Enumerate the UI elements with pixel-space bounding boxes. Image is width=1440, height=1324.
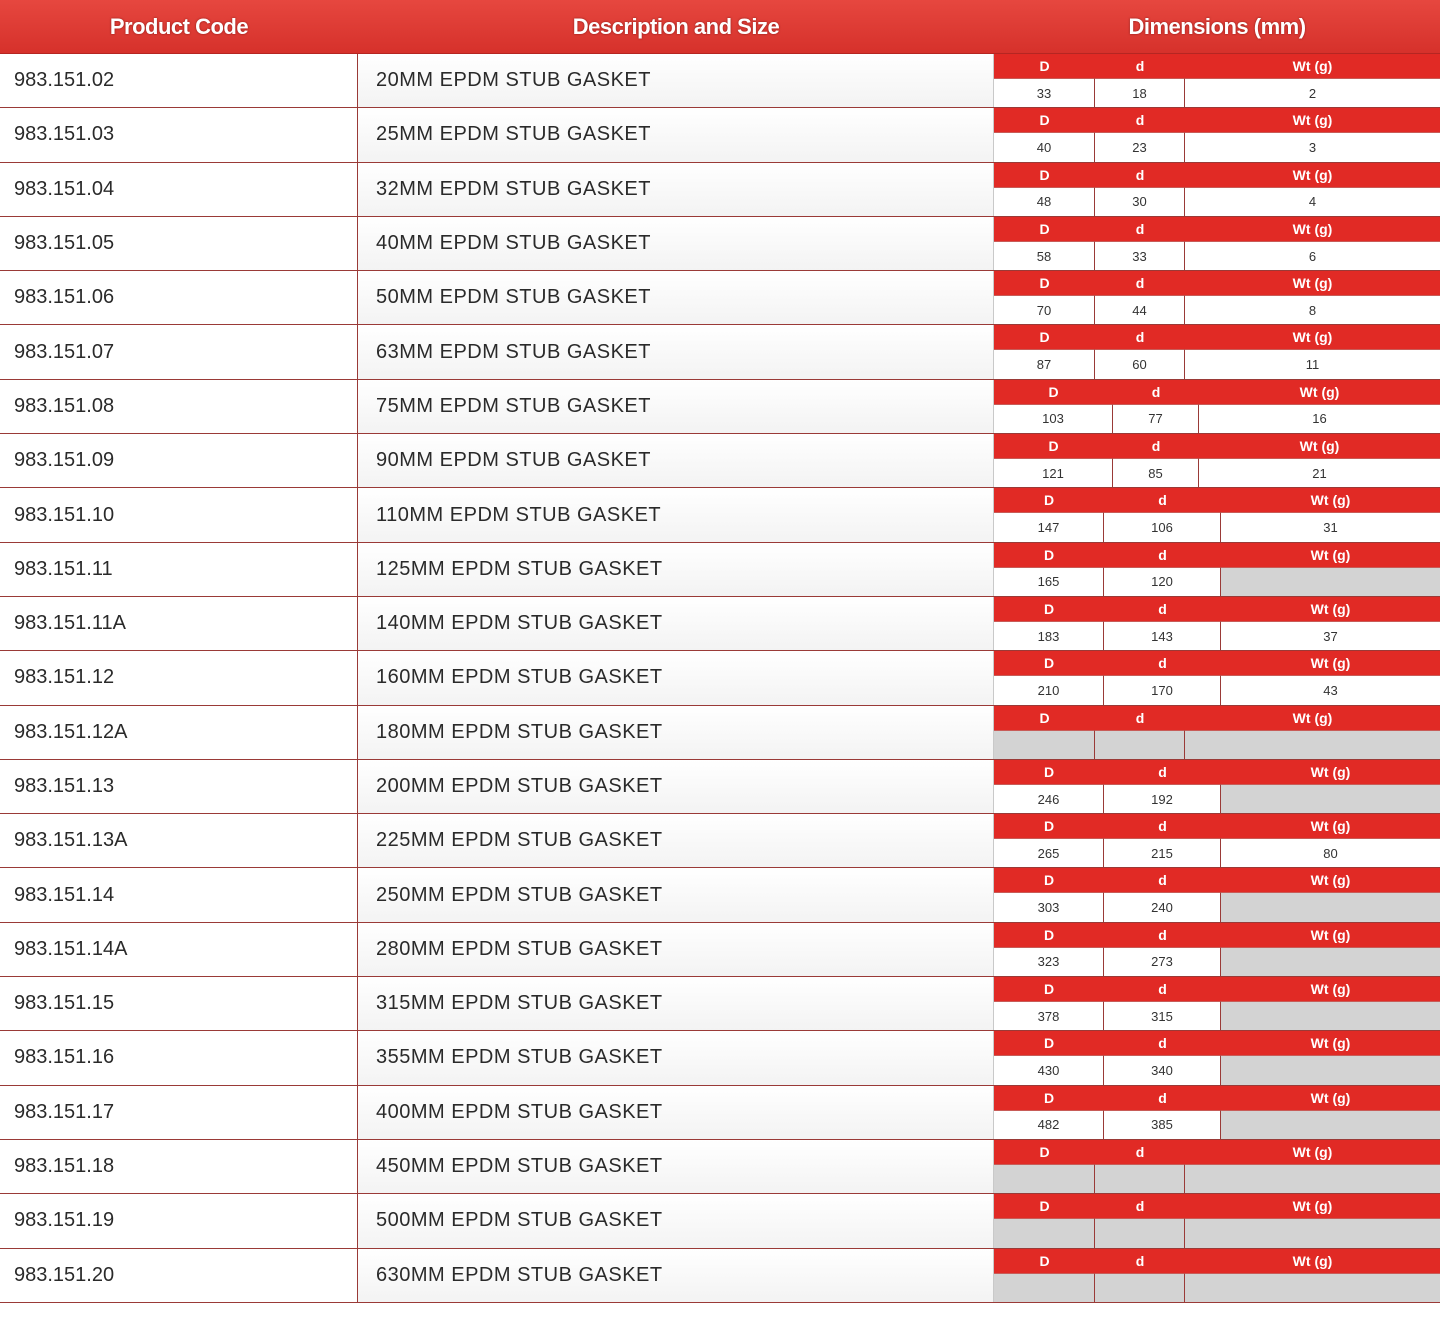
dim-label-weight: Wt (g) <box>1299 438 1340 455</box>
dim-label-inner-diameter: d <box>1135 112 1145 129</box>
dim-label-weight: Wt (g) <box>1310 872 1351 889</box>
description-cell: 315MM EPDM STUB GASKET <box>358 977 994 1030</box>
dim-label-weight: Wt (g) <box>1292 275 1333 292</box>
inner-diameter-value: 60 <box>1095 349 1185 378</box>
inner-diameter-value: 23 <box>1095 132 1185 161</box>
dim-label-weight: Wt (g) <box>1310 600 1351 617</box>
product-code-cell: 983.151.04 <box>0 163 358 216</box>
dimensions-values <box>994 621 1440 650</box>
outer-diameter-value <box>994 1218 1095 1247</box>
dimensions-subheader <box>994 271 1440 295</box>
dimensions-values <box>994 1273 1440 1302</box>
inner-diameter-value: 44 <box>1095 295 1185 324</box>
dimensions-cell <box>994 543 1440 596</box>
dimensions-cell <box>994 1086 1440 1139</box>
dimensions-subheader <box>994 977 1440 1001</box>
dimensions-values <box>994 947 1440 976</box>
inner-diameter-value: 30 <box>1095 187 1185 216</box>
description-cell: 75MM EPDM STUB GASKET <box>358 380 994 433</box>
table-row <box>0 163 1440 217</box>
table-row <box>0 1249 1440 1303</box>
dim-label-outer-diameter: D <box>1039 1198 1050 1215</box>
dimensions-values <box>994 349 1440 378</box>
description-cell: 50MM EPDM STUB GASKET <box>358 271 994 324</box>
inner-diameter-value: 240 <box>1104 892 1221 921</box>
dim-label-weight: Wt (g) <box>1292 1252 1333 1269</box>
description-cell: 20MM EPDM STUB GASKET <box>358 54 994 107</box>
dimensions-values <box>994 1055 1440 1084</box>
dim-label-inner-diameter: d <box>1135 220 1145 237</box>
dimensions-values <box>994 512 1440 541</box>
table-body <box>0 54 1440 1303</box>
outer-diameter-value: 87 <box>994 349 1095 378</box>
dim-label-weight: Wt (g) <box>1292 1198 1333 1215</box>
dim-label-inner-diameter: d <box>1135 166 1145 183</box>
product-code-cell: 983.151.06 <box>0 271 358 324</box>
table-row <box>0 488 1440 542</box>
product-code-cell: 983.151.17 <box>0 1086 358 1139</box>
dim-label-inner-diameter: d <box>1158 1089 1167 1106</box>
dim-label-weight: Wt (g) <box>1310 492 1351 509</box>
dim-label-outer-diameter: D <box>1039 1143 1050 1160</box>
weight-value <box>1221 1001 1440 1030</box>
dimensions-values <box>994 1001 1440 1030</box>
outer-diameter-value: 33 <box>994 78 1095 107</box>
dim-label-weight: Wt (g) <box>1310 546 1351 563</box>
weight-value: 16 <box>1199 404 1440 433</box>
inner-diameter-value: 170 <box>1104 675 1221 704</box>
dim-label-weight: Wt (g) <box>1310 763 1351 780</box>
outer-diameter-value: 430 <box>994 1055 1104 1084</box>
inner-diameter-value <box>1095 1218 1185 1247</box>
description-cell: 355MM EPDM STUB GASKET <box>358 1031 994 1084</box>
outer-diameter-value <box>994 1164 1095 1193</box>
product-code-cell: 983.151.12A <box>0 706 358 759</box>
description-cell: 40MM EPDM STUB GASKET <box>358 217 994 270</box>
outer-diameter-value: 378 <box>994 1001 1104 1030</box>
inner-diameter-value: 85 <box>1113 458 1199 487</box>
dimensions-subheader <box>994 543 1440 567</box>
dimensions-cell <box>994 54 1440 107</box>
dim-label-inner-diameter: d <box>1158 981 1167 998</box>
product-code-cell: 983.151.02 <box>0 54 358 107</box>
dim-label-inner-diameter: d <box>1158 655 1167 672</box>
description-cell: 125MM EPDM STUB GASKET <box>358 543 994 596</box>
dimensions-values <box>994 132 1440 161</box>
description-cell: 110MM EPDM STUB GASKET <box>358 488 994 541</box>
description-cell: 32MM EPDM STUB GASKET <box>358 163 994 216</box>
dimensions-cell <box>994 163 1440 216</box>
table-row <box>0 597 1440 651</box>
weight-value <box>1185 1218 1440 1247</box>
product-code-cell: 983.151.16 <box>0 1031 358 1084</box>
dimensions-subheader <box>994 1031 1440 1055</box>
product-code-cell: 983.151.05 <box>0 217 358 270</box>
weight-value: 8 <box>1185 295 1440 324</box>
dim-label-outer-diameter: D <box>1039 329 1050 346</box>
dimensions-values <box>994 730 1440 759</box>
weight-value <box>1185 730 1440 759</box>
dim-label-outer-diameter: D <box>1043 655 1055 672</box>
dim-label-weight: Wt (g) <box>1292 329 1333 346</box>
dimensions-subheader <box>994 706 1440 730</box>
inner-diameter-value: 18 <box>1095 78 1185 107</box>
dim-label-weight: Wt (g) <box>1310 1089 1351 1106</box>
dimensions-cell <box>994 977 1440 1030</box>
dimensions-cell <box>994 488 1440 541</box>
dimensions-cell <box>994 1031 1440 1084</box>
weight-value: 43 <box>1221 675 1440 704</box>
dimensions-values <box>994 892 1440 921</box>
dimensions-cell <box>994 597 1440 650</box>
dim-label-inner-diameter: d <box>1135 275 1145 292</box>
table-row <box>0 1031 1440 1085</box>
product-code-cell: 983.151.13 <box>0 760 358 813</box>
product-code-cell: 983.151.11A <box>0 597 358 650</box>
dim-label-inner-diameter: d <box>1158 600 1167 617</box>
product-code-cell: 983.151.07 <box>0 325 358 378</box>
dimensions-cell <box>994 706 1440 759</box>
outer-diameter-value: 103 <box>994 404 1113 433</box>
dim-label-inner-diameter: d <box>1158 872 1167 889</box>
weight-value: 80 <box>1221 838 1440 867</box>
weight-value <box>1221 1110 1440 1139</box>
dim-label-inner-diameter: d <box>1151 438 1161 455</box>
table-row <box>0 814 1440 868</box>
dimensions-subheader <box>994 1194 1440 1218</box>
inner-diameter-value <box>1095 730 1185 759</box>
table-row <box>0 706 1440 760</box>
dim-label-inner-diameter: d <box>1135 709 1145 726</box>
dim-label-outer-diameter: D <box>1043 763 1055 780</box>
dim-label-outer-diameter: D <box>1039 166 1050 183</box>
dimensions-subheader <box>994 325 1440 349</box>
product-code-cell: 983.151.10 <box>0 488 358 541</box>
outer-diameter-value: 58 <box>994 241 1095 270</box>
description-cell: 250MM EPDM STUB GASKET <box>358 868 994 921</box>
dim-label-weight: Wt (g) <box>1292 709 1333 726</box>
weight-value <box>1221 1055 1440 1084</box>
weight-value <box>1221 567 1440 596</box>
dimensions-values <box>994 241 1440 270</box>
table-row <box>0 434 1440 488</box>
dim-label-outer-diameter: D <box>1043 600 1055 617</box>
dimensions-values <box>994 838 1440 867</box>
product-code-cell: 983.151.09 <box>0 434 358 487</box>
dimensions-cell <box>994 1140 1440 1193</box>
description-cell: 225MM EPDM STUB GASKET <box>358 814 994 867</box>
dim-label-outer-diameter: D <box>1039 220 1050 237</box>
dim-label-weight: Wt (g) <box>1292 220 1333 237</box>
description-cell: 140MM EPDM STUB GASKET <box>358 597 994 650</box>
inner-diameter-value: 77 <box>1113 404 1199 433</box>
dim-label-outer-diameter: D <box>1043 546 1055 563</box>
outer-diameter-value <box>994 730 1095 759</box>
dimensions-cell <box>994 380 1440 433</box>
table-row <box>0 54 1440 108</box>
dim-label-inner-diameter: d <box>1158 1035 1167 1052</box>
dimensions-subheader <box>994 651 1440 675</box>
dim-label-weight: Wt (g) <box>1310 981 1351 998</box>
dimensions-subheader <box>994 814 1440 838</box>
dimensions-subheader <box>994 597 1440 621</box>
dimensions-subheader <box>994 1249 1440 1273</box>
inner-diameter-value: 340 <box>1104 1055 1221 1084</box>
dim-label-inner-diameter: d <box>1135 58 1145 74</box>
dimensions-values <box>994 404 1440 433</box>
dimensions-cell <box>994 651 1440 704</box>
weight-value: 4 <box>1185 187 1440 216</box>
dimensions-subheader <box>994 163 1440 187</box>
dimensions-cell <box>994 325 1440 378</box>
dim-label-inner-diameter: d <box>1135 1252 1145 1269</box>
dim-label-outer-diameter: D <box>1043 818 1055 835</box>
description-cell: 25MM EPDM STUB GASKET <box>358 108 994 161</box>
product-code-cell: 983.151.18 <box>0 1140 358 1193</box>
header-product-code: Product Code <box>109 13 249 39</box>
dim-label-outer-diameter: D <box>1043 1035 1055 1052</box>
dimensions-cell <box>994 271 1440 324</box>
inner-diameter-value: 120 <box>1104 567 1221 596</box>
weight-value <box>1185 1164 1440 1193</box>
dim-label-inner-diameter: d <box>1158 926 1167 943</box>
dim-label-outer-diameter: D <box>1039 709 1050 726</box>
dim-label-weight: Wt (g) <box>1299 383 1340 400</box>
dim-label-weight: Wt (g) <box>1310 655 1351 672</box>
weight-value: 37 <box>1221 621 1440 650</box>
inner-diameter-value: 192 <box>1104 784 1221 813</box>
inner-diameter-value: 273 <box>1104 947 1221 976</box>
dim-label-outer-diameter: D <box>1043 1089 1055 1106</box>
table-row <box>0 271 1440 325</box>
dim-label-inner-diameter: d <box>1135 1198 1145 1215</box>
dimensions-subheader <box>994 1140 1440 1164</box>
table-header <box>0 0 1440 54</box>
description-cell: 63MM EPDM STUB GASKET <box>358 325 994 378</box>
product-code-cell: 983.151.12 <box>0 651 358 704</box>
weight-value <box>1221 947 1440 976</box>
product-code-cell: 983.151.03 <box>0 108 358 161</box>
dim-label-inner-diameter: d <box>1158 492 1167 509</box>
dim-label-inner-diameter: d <box>1158 763 1167 780</box>
dimensions-values <box>994 458 1440 487</box>
inner-diameter-value: 33 <box>1095 241 1185 270</box>
dimensions-cell <box>994 868 1440 921</box>
outer-diameter-value: 246 <box>994 784 1104 813</box>
dim-label-outer-diameter: D <box>1048 438 1059 455</box>
inner-diameter-value: 143 <box>1104 621 1221 650</box>
outer-diameter-value: 210 <box>994 675 1104 704</box>
table-row <box>0 1194 1440 1248</box>
dimensions-values <box>994 295 1440 324</box>
dim-label-weight: Wt (g) <box>1292 112 1333 129</box>
dimensions-cell <box>994 1194 1440 1247</box>
table-row <box>0 380 1440 434</box>
dim-label-outer-diameter: D <box>1043 492 1055 509</box>
dimensions-subheader <box>994 1086 1440 1110</box>
dimensions-values <box>994 675 1440 704</box>
description-cell: 180MM EPDM STUB GASKET <box>358 706 994 759</box>
dimensions-values <box>994 187 1440 216</box>
dim-label-outer-diameter: D <box>1039 1252 1050 1269</box>
dimensions-subheader <box>994 217 1440 241</box>
description-cell: 400MM EPDM STUB GASKET <box>358 1086 994 1139</box>
table-row <box>0 543 1440 597</box>
outer-diameter-value: 303 <box>994 892 1104 921</box>
product-code-cell: 983.151.14 <box>0 868 358 921</box>
inner-diameter-value <box>1095 1273 1185 1302</box>
weight-value: 2 <box>1185 78 1440 107</box>
dimensions-subheader <box>994 760 1440 784</box>
inner-diameter-value: 385 <box>1104 1110 1221 1139</box>
dim-label-outer-diameter: D <box>1048 383 1059 400</box>
dim-label-weight: Wt (g) <box>1310 926 1351 943</box>
dim-label-outer-diameter: D <box>1043 981 1055 998</box>
dimensions-cell <box>994 814 1440 867</box>
dimensions-cell <box>994 217 1440 270</box>
dimensions-values <box>994 1164 1440 1193</box>
table-row <box>0 217 1440 271</box>
table-row <box>0 1140 1440 1194</box>
outer-diameter-value: 48 <box>994 187 1095 216</box>
header-dimensions: Dimensions (mm) <box>1128 13 1306 39</box>
dim-label-weight: Wt (g) <box>1310 818 1351 835</box>
dim-label-weight: Wt (g) <box>1292 166 1333 183</box>
outer-diameter-value: 165 <box>994 567 1104 596</box>
header-description: Description and Size <box>572 13 780 39</box>
dimensions-subheader <box>994 380 1440 404</box>
dim-label-weight: Wt (g) <box>1292 1143 1333 1160</box>
outer-diameter-value: 323 <box>994 947 1104 976</box>
outer-diameter-value: 121 <box>994 458 1113 487</box>
dim-label-inner-diameter: d <box>1158 818 1167 835</box>
dimensions-cell <box>994 108 1440 161</box>
table-row <box>0 868 1440 922</box>
dimensions-subheader <box>994 488 1440 512</box>
product-code-cell: 983.151.20 <box>0 1249 358 1302</box>
table-row <box>0 977 1440 1031</box>
description-cell: 280MM EPDM STUB GASKET <box>358 923 994 976</box>
outer-diameter-value <box>994 1273 1095 1302</box>
dim-label-weight: Wt (g) <box>1310 1035 1351 1052</box>
weight-value: 21 <box>1199 458 1440 487</box>
dimensions-values <box>994 78 1440 107</box>
dimensions-subheader <box>994 923 1440 947</box>
product-code-cell: 983.151.15 <box>0 977 358 1030</box>
description-cell: 500MM EPDM STUB GASKET <box>358 1194 994 1247</box>
outer-diameter-value: 183 <box>994 621 1104 650</box>
inner-diameter-value: 215 <box>1104 838 1221 867</box>
inner-diameter-value: 315 <box>1104 1001 1221 1030</box>
table-row <box>0 1086 1440 1140</box>
weight-value: 11 <box>1185 349 1440 378</box>
dim-label-outer-diameter: D <box>1043 872 1055 889</box>
table-row <box>0 108 1440 162</box>
outer-diameter-value: 147 <box>994 512 1104 541</box>
product-code-cell: 983.151.13A <box>0 814 358 867</box>
inner-diameter-value: 106 <box>1104 512 1221 541</box>
dimensions-cell <box>994 1249 1440 1302</box>
dim-label-outer-diameter: D <box>1039 275 1050 292</box>
description-cell: 200MM EPDM STUB GASKET <box>358 760 994 813</box>
outer-diameter-value: 482 <box>994 1110 1104 1139</box>
outer-diameter-value: 265 <box>994 838 1104 867</box>
table-row <box>0 651 1440 705</box>
dim-label-outer-diameter: D <box>1039 58 1050 74</box>
weight-value: 3 <box>1185 132 1440 161</box>
description-cell: 450MM EPDM STUB GASKET <box>358 1140 994 1193</box>
product-code-cell: 983.151.11 <box>0 543 358 596</box>
product-code-cell: 983.151.14A <box>0 923 358 976</box>
dimensions-values <box>994 1110 1440 1139</box>
outer-diameter-value: 70 <box>994 295 1095 324</box>
description-cell: 160MM EPDM STUB GASKET <box>358 651 994 704</box>
dimensions-cell <box>994 434 1440 487</box>
dimensions-values <box>994 567 1440 596</box>
weight-value <box>1185 1273 1440 1302</box>
dimensions-cell <box>994 760 1440 813</box>
product-code-cell: 983.151.19 <box>0 1194 358 1247</box>
weight-value <box>1221 784 1440 813</box>
description-cell: 90MM EPDM STUB GASKET <box>358 434 994 487</box>
dim-label-inner-diameter: d <box>1135 329 1145 346</box>
dim-label-outer-diameter: D <box>1039 112 1050 129</box>
outer-diameter-value: 40 <box>994 132 1095 161</box>
product-code-cell: 983.151.08 <box>0 380 358 433</box>
weight-value <box>1221 892 1440 921</box>
inner-diameter-value <box>1095 1164 1185 1193</box>
dim-label-inner-diameter: d <box>1135 1143 1145 1160</box>
dimensions-values <box>994 1218 1440 1247</box>
description-cell: 630MM EPDM STUB GASKET <box>358 1249 994 1302</box>
dimensions-subheader <box>994 868 1440 892</box>
dimensions-cell <box>994 923 1440 976</box>
dimensions-subheader <box>994 108 1440 132</box>
dim-label-inner-diameter: d <box>1158 546 1167 563</box>
weight-value: 31 <box>1221 512 1440 541</box>
weight-value: 6 <box>1185 241 1440 270</box>
dim-label-weight: Wt (g) <box>1292 58 1333 74</box>
dimensions-subheader <box>994 434 1440 458</box>
table-row <box>0 923 1440 977</box>
dimensions-values <box>994 784 1440 813</box>
dim-label-inner-diameter: d <box>1151 383 1161 400</box>
dim-label-outer-diameter: D <box>1043 926 1055 943</box>
dimensions-subheader <box>994 54 1440 78</box>
table-row <box>0 760 1440 814</box>
table-row <box>0 325 1440 379</box>
